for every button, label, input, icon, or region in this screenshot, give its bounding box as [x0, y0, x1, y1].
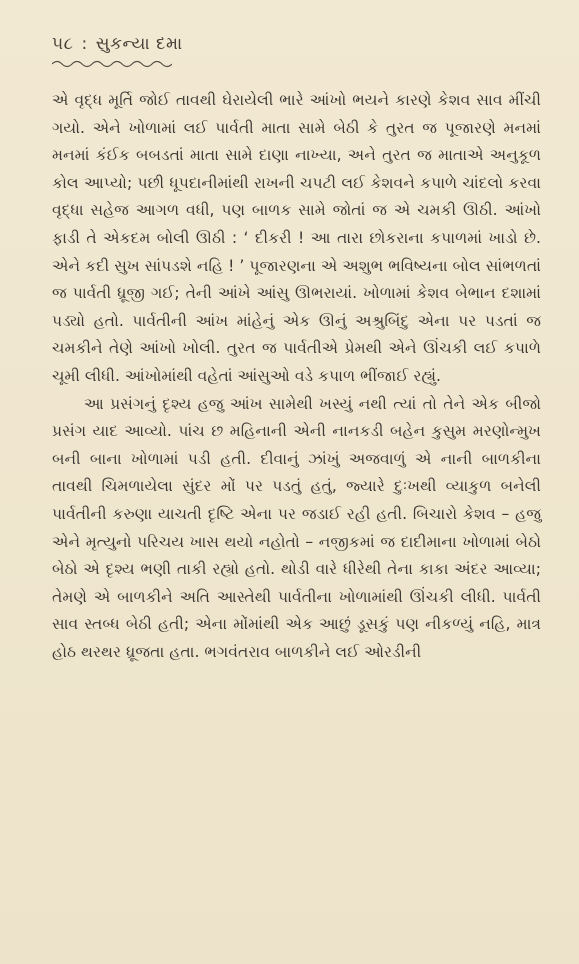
wavy-underline-ornament — [52, 59, 172, 69]
paragraph-1: એ વૃદ્ધ મૂર્તિ જોઈ તાવથી ઘેરાયેલી ભારે આંખો ભયને કારણે કેશવ સાવ મીંચી ગયો. એને ખોળામાં લઈ પાર્વતી માતા સામે બેઠી કે તુરત જ પૂજારણે મનમાં મનમાં કંઈક બબડતાં માતા સામે દાણા નાખ્યા, અને તુરત જ માતાએ અનુકૂળ કોલ આપ્યો; પછી ધૂપદાનીમાંથી રાખની ચપટી લઈ કેશવને કપાળે ચાંદલો કરવા વૃદ્ધા સહેજ આગળ વધી, પણ બાળક સામે જોતાં જ એ ચમકી ઊઠી. આંખો ફાડી તે એકદમ બોલી ઊઠી : ‘ દીકરી ! આ તારા છોકરાના કપાળમાં ખાડો છે. એને કદી સુખ સાંપડશે નહિ ! ’ પૂજારણના એ અશુભ ભવિષ્યના બોલ સાંભળતાં જ પાર્વતી ધ્રૂજી ગઈ; તેની આંખે આંસુ ઊભરાયાં. ખોળામાં કેશવ બેભાન દશામાં પડ્યો હતો. પાર્વતીની આંખ માંહેનું એક ઊનું અશ્રુબિંદુ એના પર પડતાં જ ચમકીને તેણે આંખો ખોલી. તુરત જ પાર્વતીએ પ્રેમથી એને ઊંચકી લઈ કપાળે ચૂમી લીધી. આંખોમાંથી વહેતાં આંસુઓ વડે કપાળ ભીંજાઈ રહ્યું. — [52, 91, 541, 385]
paragraph-2: આ પ્રસંગનું દૃશ્ય હજુ આંખ સામેથી ખસ્યું નથી ત્યાં તો તેને એક બીજો પ્રસંગ યાદ આવ્યો. પાંચ છ મહિનાની એની નાનકડી બહેન કુસુમ મરણોન્મુખ બની બાના ખોળામાં પડી હતી. દીવાનું ઝાંખું અજવાળું એ નાની બાળકીના તાવથી ચિમળાયેલા સુંદર મોં પર પડતું હતું, જ્યારે દુઃખથી વ્યાકુળ બનેલી પાર્વતીની કરુણા યાચતી દૃષ્ટિ એના પર જડાઈ રહી હતી. બિચારો કેશવ – હજુ એને મૃત્યુનો પરિચય ખાસ થયો નહોતો – નજીકમાં જ દાદીમાના ખોળામાં બેઠો બેઠો એ દૃશ્ય ભણી તાકી રહ્યો હતો. થોડી વારે ધીરેથી તેના કાકા અંદર આવ્યા; તેમણે એ બાળકીને અતિ આસ્તેથી પાર્વતીના ખોળામાંથી ઊંચકી લીધી. પાર્વતી સાવ સ્તબ્ધ બેઠી હતી; એના મોંમાંથી એક આછું ડૂસકું પણ નીકળ્યું નહિ, માત્ર હોઠ થરથર ધ્રૂજતા હતા. ભગવંતરાવ બાળકીને લઈ ઓરડીની — [52, 394, 541, 661]
page-number: ૫૮ — [52, 34, 74, 54]
running-header — [52, 34, 541, 54]
book-title: સુકન્યા દમા — [95, 34, 183, 54]
header-separator: : — [81, 34, 88, 54]
body-text — [52, 87, 541, 666]
